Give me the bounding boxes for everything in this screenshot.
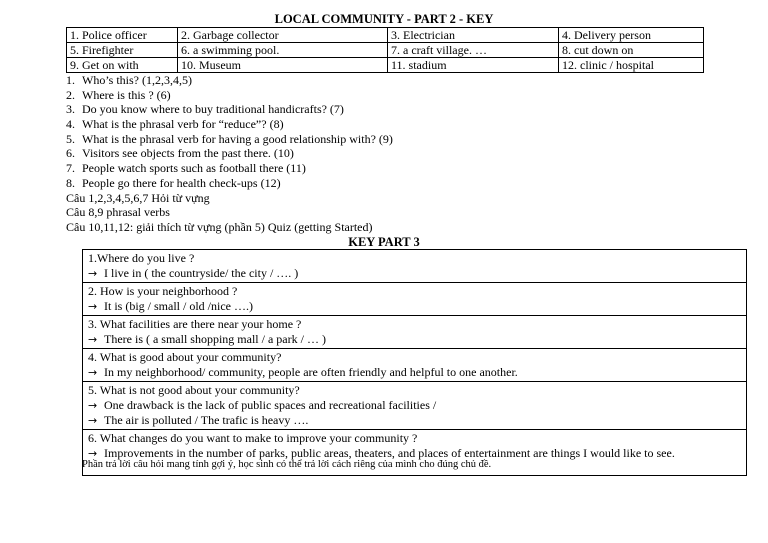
- table-cell: 6. a swimming pool.: [178, 43, 388, 58]
- list-item: [66, 176, 706, 191]
- list-item: [66, 132, 706, 147]
- list-item-text: Where is this ? (6): [82, 87, 171, 102]
- question-list: [66, 73, 706, 234]
- table-row: [67, 28, 704, 43]
- list-item: [66, 161, 706, 176]
- table-cell: 4. Delivery person: [559, 28, 704, 43]
- table-cell: 12. clinic / hospital: [559, 58, 704, 73]
- section-title: KEY PART 3: [348, 235, 420, 249]
- answer-text: It is (big / small / old /nice ….): [104, 299, 253, 313]
- answer-cell: [83, 349, 746, 382]
- list-item-text: Visitors see objects from the past there. (10): [82, 146, 294, 161]
- table-cell: 1. Police officer: [67, 28, 178, 43]
- table-cell: 5. Firefighter: [67, 43, 178, 58]
- answer-text: The air is polluted / The trafic is heavy ….: [104, 413, 309, 427]
- answer-question: 3. What facilities are there near your home ?: [88, 317, 302, 331]
- right-arrow-icon: →: [88, 267, 98, 280]
- answer-question: 2. How is your neighborhood ?: [88, 284, 238, 298]
- list-item-number: 3.: [66, 102, 75, 117]
- list-item-number: 5.: [66, 131, 75, 146]
- right-arrow-icon: →: [88, 399, 98, 412]
- list-item: [66, 117, 706, 132]
- table-cell: 8. cut down on: [559, 43, 704, 58]
- answer-text: I live in ( the countryside/ the city / …. ): [104, 266, 299, 280]
- list-item-number: 4.: [66, 117, 75, 132]
- answer-question: 6. What changes do you want to make to improve your community ?: [88, 431, 418, 445]
- right-arrow-icon: →: [88, 447, 98, 460]
- list-item-number: 1.: [66, 73, 75, 87]
- table-row: [67, 43, 704, 58]
- answer-question: 1.Where do you live ?: [88, 251, 195, 265]
- list-item: [66, 102, 706, 117]
- table-cell: 10. Museum: [178, 58, 388, 73]
- list-item: [66, 88, 706, 103]
- right-arrow-icon: →: [88, 366, 98, 379]
- vocabulary-key-table: [66, 27, 704, 73]
- list-item-number: 6.: [66, 146, 75, 161]
- note-line: Câu 8,9 phrasal verbs: [66, 205, 170, 220]
- part3-answer-table: [82, 249, 747, 476]
- table-row: [67, 58, 704, 73]
- list-item: [66, 73, 706, 88]
- note-line: Câu 1,2,3,4,5,6,7 Hỏi từ vựng: [66, 190, 210, 205]
- answer-cell: [83, 250, 746, 283]
- note-line: Câu 10,11,12: giải thích từ vựng (phần 5) Quiz (getting Started): [66, 219, 373, 234]
- list-item-number: 7.: [66, 161, 75, 176]
- answer-cell: [83, 283, 746, 316]
- answer-question: 4. What is good about your community?: [88, 350, 282, 364]
- answer-text: Improvements in the number of parks, public areas, theaters, and places of entertainment are things I would like to see.: [104, 446, 675, 460]
- list-item-text: Who’s this? (1,2,3,4,5): [82, 73, 192, 87]
- answer-cell: [83, 316, 746, 349]
- right-arrow-icon: →: [88, 300, 98, 313]
- list-item-number: 8.: [66, 175, 75, 190]
- right-arrow-icon: →: [88, 333, 98, 346]
- answer-question: 5. What is not good about your community?: [88, 383, 300, 397]
- answer-cell: [83, 382, 746, 430]
- right-arrow-icon: →: [88, 414, 98, 427]
- answer-text: One drawback is the lack of public spaces and recreational facilities /: [104, 398, 437, 412]
- table-cell: 3. Electrician: [388, 28, 559, 43]
- notes-block: [66, 190, 706, 234]
- table-cell: 7. a craft village. …: [388, 43, 559, 58]
- list-item-text: Do you know where to buy traditional handicrafts? (7): [82, 102, 344, 117]
- list-item-text: People watch sports such as football there (11): [82, 161, 306, 176]
- list-item-text: What is the phrasal verb for having a good relationship with? (9): [82, 131, 393, 146]
- list-item: [66, 146, 706, 161]
- answer-text: There is ( a small shopping mall / a park / … ): [104, 332, 326, 346]
- list-item-text: What is the phrasal verb for “reduce”? (8): [82, 117, 284, 132]
- table-cell: 2. Garbage collector: [178, 28, 388, 43]
- answer-line: [88, 266, 741, 281]
- list-item-text: People go there for health check-ups (12): [82, 175, 281, 190]
- answer-line: [88, 365, 741, 380]
- list-item-number: 2.: [66, 87, 75, 102]
- table-cell: 11. stadium: [388, 58, 559, 73]
- table-cell: 9. Get on with: [67, 58, 178, 73]
- answer-line: [88, 398, 741, 413]
- answer-text: In my neighborhood/ community, people are often friendly and helpful to one another.: [104, 365, 518, 379]
- answer-line: [88, 332, 741, 347]
- page-title: LOCAL COMMUNITY - PART 2 - KEY: [274, 12, 494, 26]
- answer-line: [88, 299, 741, 314]
- footnote: Phần trả lời câu hỏi mang tính gợi ý, học sinh có thể trả lời cách riêng của mình cho đúng chủ đề.: [82, 459, 492, 470]
- answer-line: [88, 413, 741, 428]
